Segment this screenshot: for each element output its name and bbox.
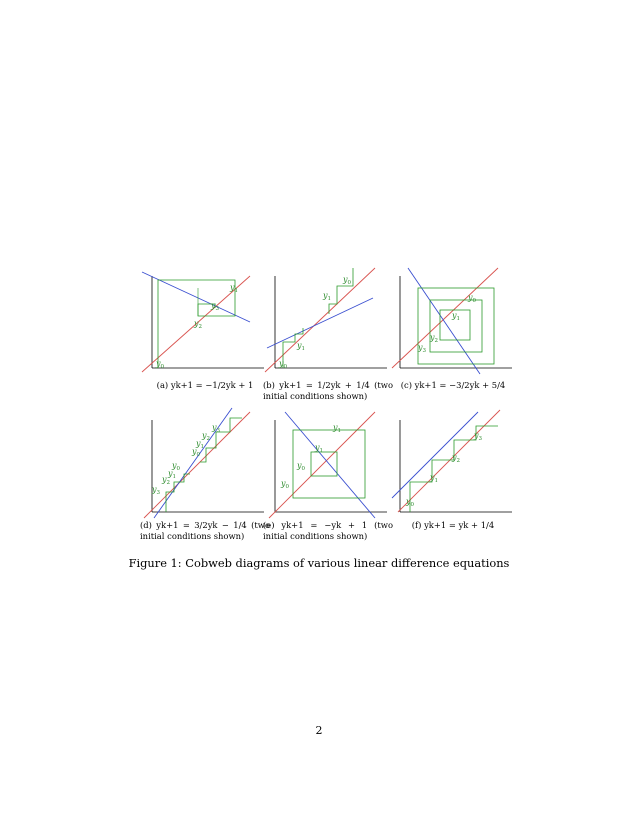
cobweb-path xyxy=(329,268,353,314)
label-y0-second: $y_0$ xyxy=(279,359,288,370)
label-y0: $y_0$ xyxy=(468,293,477,304)
label-y0: $y_0$ xyxy=(281,479,290,490)
label-y3: $y_3$ xyxy=(418,343,427,354)
panel-caption-e: (e) yk+1 = −yk + 1 (two initial conditions shown) xyxy=(263,520,393,541)
cobweb-panel-f xyxy=(388,408,518,518)
label-y2: $y_2$ xyxy=(430,333,439,344)
cobweb-panel-d xyxy=(140,408,270,518)
map-line xyxy=(392,412,478,498)
label-y0: $y_0$ xyxy=(172,461,181,472)
map-line xyxy=(408,268,480,374)
label-y1: $y_1$ xyxy=(230,283,239,294)
label-y2: $y_2$ xyxy=(194,319,203,330)
cobweb-panel-a xyxy=(140,268,270,378)
label-y1-second: $y_1$ xyxy=(315,443,324,454)
panel-caption-b: (b) yk+1 = 1/2yk + 1/4 (two initial conditions shown) xyxy=(263,380,393,401)
label-y0-second: $y_0$ xyxy=(192,447,201,458)
label-y3: $y_3$ xyxy=(474,431,483,442)
label-y1: $y_1$ xyxy=(452,311,461,322)
label-y1: $y_1$ xyxy=(323,291,332,302)
label-y0-second: $y_0$ xyxy=(297,461,306,472)
label-y1-second: $y_1$ xyxy=(196,439,205,450)
cobweb-panel-c xyxy=(388,268,518,378)
label-y3: $y_3$ xyxy=(152,485,161,496)
panel-caption-f: (f) yk+1 = yk + 1/4 xyxy=(411,520,495,530)
panel-caption-a: (a) yk+1 = −1/2yk + 1 xyxy=(156,380,254,390)
label-y1: $y_1$ xyxy=(168,469,177,480)
label-y1: $y_1$ xyxy=(430,473,439,484)
label-y3: $y_3$ xyxy=(211,301,220,312)
label-y0: $y_0$ xyxy=(406,497,415,508)
cobweb-panel-e xyxy=(263,408,393,518)
panel-caption-d: (d) yk+1 = 3/2yk − 1/4 (two initial conditions shown) xyxy=(140,520,270,541)
label-y3-second: $y_3$ xyxy=(212,423,221,434)
diagonal-line xyxy=(265,268,375,372)
label-y0: $y_0$ xyxy=(156,359,165,370)
diagonal-line xyxy=(144,412,250,518)
cobweb-path xyxy=(410,426,498,512)
label-y0: $y_0$ xyxy=(343,275,352,286)
cobweb-panel-b xyxy=(263,268,393,378)
label-y2-second: $y_2$ xyxy=(202,431,211,442)
label-y2: $y_2$ xyxy=(452,453,461,464)
figure-caption: Figure 1: Cobweb diagrams of various linear difference equations xyxy=(128,556,510,570)
label-y1: $y_1$ xyxy=(333,423,342,434)
page-number: 2 xyxy=(315,724,323,737)
label-y1-second: $y_1$ xyxy=(297,341,306,352)
map-line xyxy=(267,298,373,348)
diagonal-line xyxy=(269,412,375,518)
panel-caption-c: (c) yk+1 = −3/2yk + 5/4 xyxy=(400,380,506,390)
diagonal-line xyxy=(398,410,500,512)
label-y2: $y_2$ xyxy=(162,475,171,486)
